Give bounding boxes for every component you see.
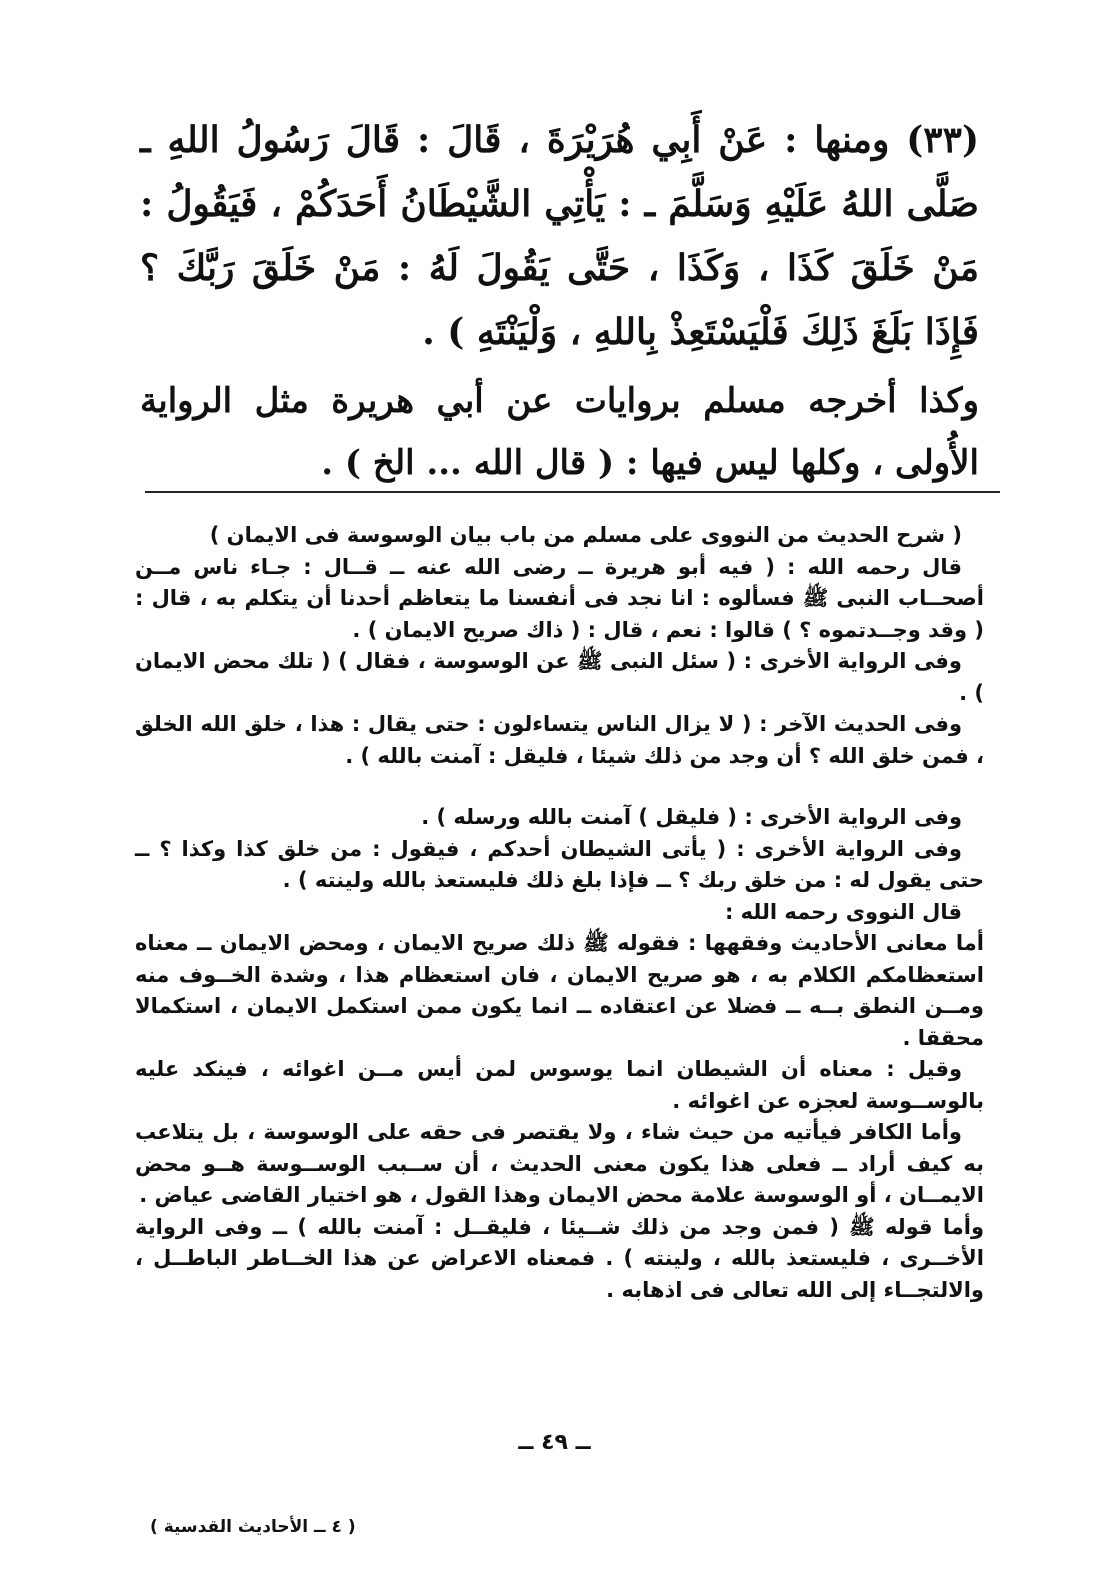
commentary-paragraph: وفى الرواية الأخرى : ( يأتى الشيطان أحدكم ، فيقول : من خلق كذا وكذا ؟ ــ حتى يقول له : من خلق ربك ؟ ــ فإذا بلغ ذلك فليستعذ بالله ولينته ) . [135,836,984,892]
commentary-paragraph: وفى الرواية الأخرى : ( فليقل ) آمنت بالله ورسله ) . [421,805,962,829]
commentary-paragraph: وقيل : معناه أن الشيطان انما يوسوس لمن أيس مــن اغوائه ، فينكد عليه بالوســوسة لعجزه عن اغوائه . [135,1057,984,1113]
commentary-section [135,520,984,1306]
page-number: ــ ٤٩ ــ [518,1430,591,1455]
commentary-heading: قال النووى رحمه الله : [724,899,962,924]
hadith-section [140,108,979,494]
footnote-divider [145,491,1000,493]
commentary-title: ( شرح الحديث من النووى على مسلم من باب بيان الوسوسة فى الايمان ) [209,523,962,547]
hadith-note: وكذا أخرجه مسلم بروايات عن أبي هريرة مثل الرواية الأُولى ، وكلها ليس فيها : ( قال الله ... الخ ) . [140,381,979,483]
commentary-paragraph: قال رحمه الله : ( فيه أبو هريرة ــ رضى الله عنه ــ قــال : جـاء ناس مــن أصحــاب النبى ﷺ فسألوه : انا نجد فى أنفسنا ما يتعاظم أحدنا أن يتكلم به ، قال : ( وقد وجــدتموه ؟ ) قالوا : نعم ، قال : ( ذاك صريح الايمان ) . [135,554,984,642]
commentary-paragraph: وفى الرواية الأخرى : ( سئل النبى ﷺ عن الوسوسة ، فقال ) ( تلك محض الايمان ) . [135,649,984,705]
commentary-paragraph: أما معانى الأحاديث وفقهها : فقوله ﷺ ذلك صريح الايمان ، ومحض الايمان ــ معناه استعظامكم الكلام به ، هو صريح الايمان ، فان استعظام هذا ، وشدة الخــوف منه ومــن النطق بــه ــ فضلا عن اعتقاده ــ انما يكون ممن استكمل الايمان ، استكمالا محققا . [135,931,984,1050]
footer-signature: ( ٤ ــ الأحاديث القدسية ) [150,1517,356,1537]
hadith-text: (٣٣) ومنها : عَنْ أَبِي هُرَيْرَةَ ، قَالَ : قَالَ رَسُولُ اللهِ ـ صَلَّى اللهُ عَلَيْهِ وَسَلَّمَ ـ : يَأْتِي الشَّيْطَانُ أَحَدَكُمْ ، فَيَقُولُ : مَنْ خَلَقَ كَذَا ، وَكَذَا ، حَتَّى يَقُولَ لَهُ : مَنْ خَلَقَ رَبَّكَ ؟ فَإِذَا بَلَغَ ذَلِكَ فَلْيَسْتَعِذْ بِاللهِ ، وَلْيَنْتَهِ ) . [140,119,979,353]
commentary-paragraph: وأما الكافر فيأتيه من حيث شاء ، ولا يقتصر فى حقه على الوسوسة ، بل يتلاعب به كيف أراد ــ فعلى هذا يكون معنى الحديث ، أن ســبب الوســوسة هــو محض الايمــان ، أو الوسوسة علامة محض الايمان وهذا القول ، هو اختيار القاضى عياض . [135,1120,984,1207]
commentary-paragraph: وفى الحديث الآخر : ( لا يزال الناس يتساءلون : حتى يقال : هذا ، خلق الله الخلق ، فمن خلق الله ؟ أن وجد من ذلك شيئا ، فليقل : آمنت بالله ) . [135,712,984,768]
commentary-paragraph: وأما قوله ﷺ ( فمن وجد من ذلك شــيئا ، فليقــل : آمنت بالله ) ــ وفى الرواية الأخــرى ، فليستعذ بالله ، ولينته ) . فمعناه الاعراض عن هذا الخــاطر الباطــل ، والالتجــاء إلى الله تعالى فى اذهابه . [135,1214,984,1302]
